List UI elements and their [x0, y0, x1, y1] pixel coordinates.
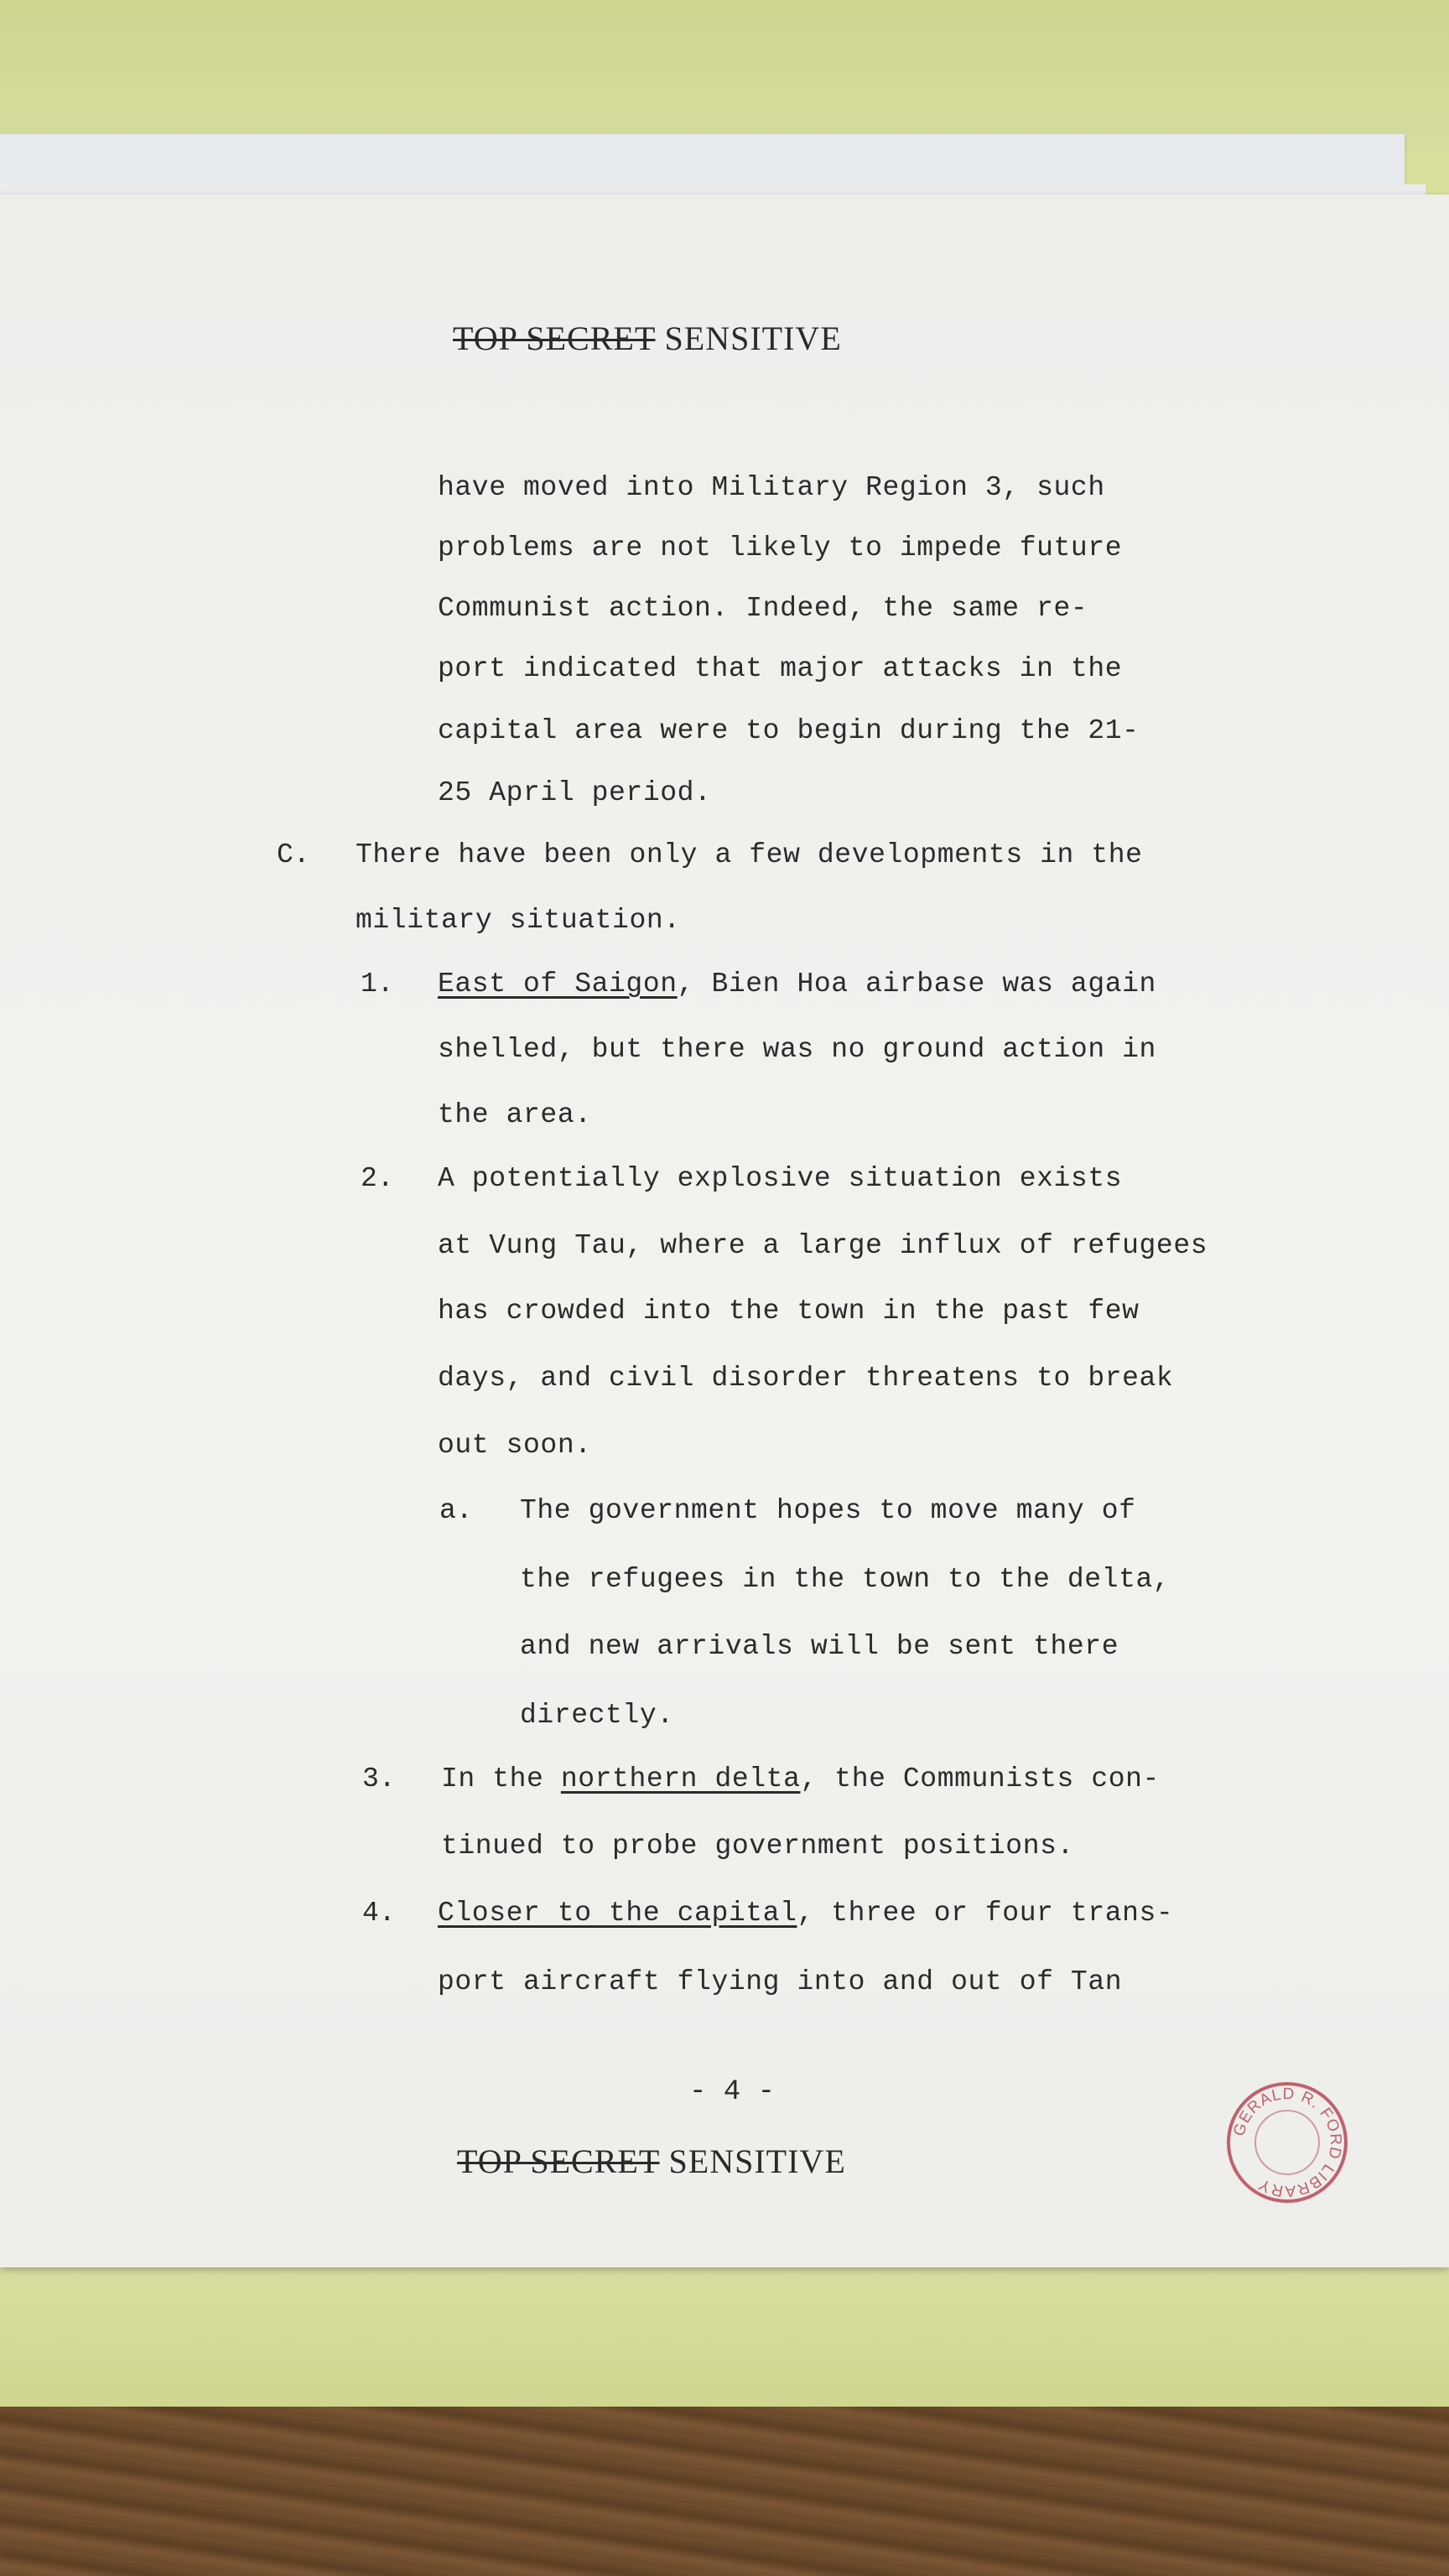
text-line	[441, 1763, 1160, 1796]
stamp-text: GERALD R. FORD LIBRARY	[1230, 2085, 1345, 2200]
classification-footer	[457, 2142, 1044, 2181]
underlined-phrase: northern delta	[560, 1763, 801, 1794]
page-number: - 4 -	[689, 2076, 776, 2108]
text-line: have moved into Military Region 3, such	[438, 472, 1105, 503]
classification-label: SENSITIVE	[664, 319, 842, 357]
text-line: days, and civil disorder threatens to break	[438, 1363, 1174, 1394]
text-fragment: , three or four trans-	[797, 1898, 1174, 1929]
svg-text:GERALD R. FORD LIBRARY	[1230, 2085, 1344, 2199]
text-line: shelled, but there was no ground action in	[438, 1034, 1156, 1065]
item-marker: 2.	[361, 1163, 394, 1194]
text-line: There have been only a few developments in the	[356, 839, 1143, 870]
text-fragment: , Bien Hoa airbase was again	[677, 969, 1156, 1000]
library-stamp-icon	[1224, 2080, 1350, 2205]
classification-label: SENSITIVE	[668, 2142, 846, 2180]
text-line	[438, 968, 1156, 1001]
text-line: out soon.	[438, 1430, 592, 1461]
text-fragment: , the Communists con-	[800, 1763, 1160, 1794]
section-marker: C.	[277, 839, 310, 870]
subitem-marker: a.	[439, 1495, 473, 1526]
struck-classification: TOP SECRET	[457, 2142, 660, 2180]
item-marker: 4.	[362, 1898, 396, 1929]
document-page	[0, 195, 1449, 2267]
text-line: the area.	[438, 1099, 592, 1130]
text-line: at Vung Tau, where a large influx of refugees	[438, 1230, 1208, 1261]
text-line: capital area were to begin during the 21-	[438, 715, 1140, 746]
struck-classification: TOP SECRET	[453, 319, 656, 357]
folder-background-top	[0, 0, 1449, 151]
text-line: has crowded into the town in the past few	[438, 1296, 1140, 1327]
underlined-phrase: East of Saigon	[438, 969, 678, 1000]
item-marker: 1.	[361, 969, 394, 1000]
text-line: problems are not likely to impede future	[438, 532, 1123, 564]
text-line: port indicated that major attacks in the	[438, 653, 1123, 684]
text-line: port aircraft flying into and out of Tan	[438, 1966, 1123, 1997]
text-line: directly.	[520, 1700, 674, 1731]
item-marker: 3.	[362, 1763, 396, 1794]
text-line: and new arrivals will be sent there	[520, 1631, 1119, 1662]
underlined-phrase: Closer to the capital	[438, 1898, 797, 1929]
text-line: The government hopes to move many of	[520, 1495, 1136, 1526]
text-line: 25 April period.	[438, 777, 712, 808]
text-line: the refugees in the town to the delta,	[520, 1564, 1171, 1595]
text-line: Communist action. Indeed, the same re-	[438, 593, 1088, 624]
text-line: military situation.	[356, 905, 681, 936]
text-fragment: In the	[441, 1763, 561, 1794]
text-line: tinued to probe government positions.	[441, 1831, 1074, 1862]
text-line: A potentially explosive situation exists	[438, 1163, 1123, 1194]
classification-header	[453, 319, 1040, 358]
folder-background-bottom	[0, 2264, 1449, 2415]
wooden-table-surface	[0, 2407, 1449, 2576]
text-line	[438, 1897, 1173, 1930]
